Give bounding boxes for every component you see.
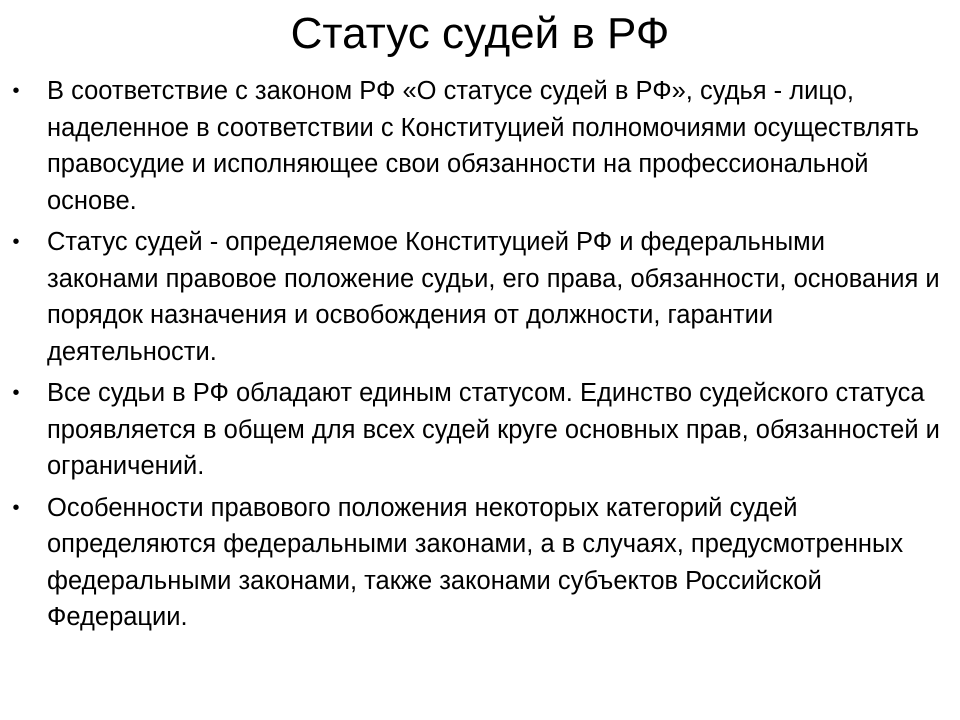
bullet-text: Статус судей - определяемое Конституцией РФ и федеральными законами правовое положение судьи, его права, обязанности, основания и порядок назначения и освобождения от должности, гарантии деятельности.	[47, 228, 940, 366]
bullet-item	[0, 375, 960, 485]
bullet-dot-icon: •	[12, 80, 20, 102]
bullet-item	[0, 224, 960, 370]
bullet-item	[0, 490, 960, 636]
bullet-dot-icon: •	[12, 231, 20, 253]
bullet-list	[0, 73, 960, 641]
bullet-text: Все судьи в РФ обладают единым статусом. Единство судейского статуса проявляется в общем для всех судей круге основных прав, обязанностей и ограничений.	[47, 379, 940, 480]
bullet-dot-icon: •	[12, 382, 20, 404]
bullet-text: В соответствие с законом РФ «О статусе судей в РФ», судья - лицо, наделенное в соответствии с Конституцией полномочиями осуществлять правосудие и исполняющее свои обязанности на профессиональной основе.	[47, 77, 920, 215]
bullet-item	[0, 73, 960, 219]
bullet-dot-icon: •	[12, 496, 20, 519]
bullet-text: Особенности правового положения некоторых категорий судей определяются федеральными законами, а в случаях, предусмотренных федеральными законами, также законами субъектов Российской Федерации.	[47, 493, 904, 631]
slide-title: Статус судей в РФ	[290, 9, 670, 58]
